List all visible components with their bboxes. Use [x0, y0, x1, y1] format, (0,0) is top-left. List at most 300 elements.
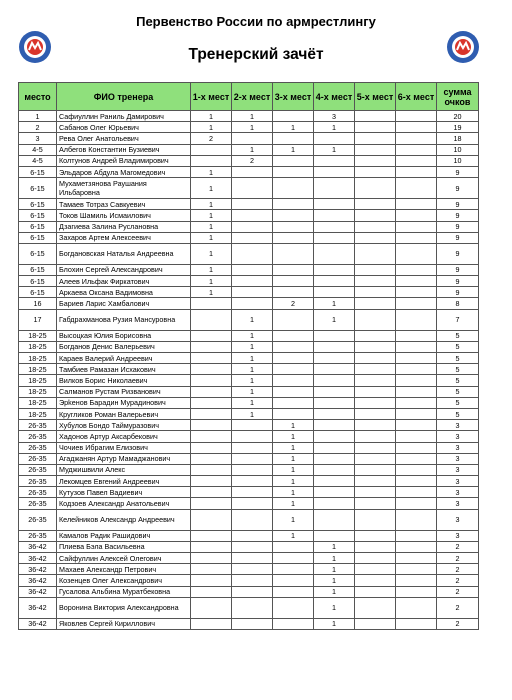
- second-places-cell: 1: [232, 408, 273, 419]
- third-places-cell: [273, 408, 314, 419]
- sixth-places-cell: [396, 618, 437, 629]
- fourth-places-cell: [314, 386, 355, 397]
- first-places-cell: 1: [191, 287, 232, 298]
- third-places-cell: [273, 178, 314, 199]
- third-places-cell: 1: [273, 420, 314, 431]
- place-cell: 18-25: [19, 353, 57, 364]
- fourth-places-cell: 1: [314, 309, 355, 330]
- fifth-places-cell: [355, 122, 396, 133]
- fourth-places-cell: 1: [314, 553, 355, 564]
- third-places-cell: 1: [273, 442, 314, 453]
- first-places-cell: 1: [191, 264, 232, 275]
- place-cell: 6-15: [19, 199, 57, 210]
- fourth-places-cell: [314, 530, 355, 541]
- place-cell: 36-42: [19, 564, 57, 575]
- total-points-cell: 2: [437, 618, 479, 629]
- fifth-places-cell: [355, 221, 396, 232]
- table-row: [19, 541, 479, 552]
- coach-name-cell: Кругликов Роман Валерьевич: [57, 408, 191, 419]
- fifth-places-cell: [355, 464, 396, 475]
- sixth-places-cell: [396, 386, 437, 397]
- third-places-cell: [273, 353, 314, 364]
- total-points-cell: 9: [437, 232, 479, 243]
- total-points-cell: 3: [437, 442, 479, 453]
- fifth-places-cell: [355, 199, 396, 210]
- sixth-places-cell: [396, 564, 437, 575]
- first-places-cell: [191, 309, 232, 330]
- fourth-places-cell: [314, 353, 355, 364]
- coach-name-cell: Сайфуллин Алексей Олегович: [57, 553, 191, 564]
- third-places-cell: [273, 586, 314, 597]
- fifth-places-cell: [355, 442, 396, 453]
- first-places-cell: [191, 341, 232, 352]
- coach-name-cell: Вилков Борис Николаевич: [57, 375, 191, 386]
- fifth-places-cell: [355, 575, 396, 586]
- second-places-cell: [232, 264, 273, 275]
- table-row: [19, 364, 479, 375]
- place-cell: 18-25: [19, 375, 57, 386]
- first-places-cell: 1: [191, 178, 232, 199]
- table-row: [19, 221, 479, 232]
- second-places-cell: [232, 221, 273, 232]
- column-header-second-places: 2-х мест: [232, 83, 273, 111]
- fifth-places-cell: [355, 264, 396, 275]
- coach-name-cell: Камалов Радик Рашидович: [57, 530, 191, 541]
- fourth-places-cell: 1: [314, 618, 355, 629]
- coach-name-cell: Эрkенов Барадин Мурадинович: [57, 397, 191, 408]
- table-row: [19, 298, 479, 309]
- total-points-cell: 9: [437, 243, 479, 264]
- fourth-places-cell: [314, 408, 355, 419]
- coach-name-cell: Габдрахманова Рузия Мансуровна: [57, 309, 191, 330]
- third-places-cell: [273, 111, 314, 122]
- table-row: [19, 397, 479, 408]
- first-places-cell: [191, 330, 232, 341]
- place-cell: 36-42: [19, 586, 57, 597]
- coach-name-cell: Агаджанян Артур Мамаджанович: [57, 453, 191, 464]
- table-row: [19, 420, 479, 431]
- place-cell: 26-35: [19, 487, 57, 498]
- third-places-cell: [273, 564, 314, 575]
- sixth-places-cell: [396, 420, 437, 431]
- third-places-cell: [273, 330, 314, 341]
- second-places-cell: [232, 476, 273, 487]
- third-places-cell: [273, 232, 314, 243]
- place-cell: 18-25: [19, 330, 57, 341]
- sixth-places-cell: [396, 397, 437, 408]
- second-places-cell: [232, 199, 273, 210]
- first-places-cell: [191, 397, 232, 408]
- second-places-cell: 1: [232, 111, 273, 122]
- second-places-cell: [232, 541, 273, 552]
- first-places-cell: [191, 575, 232, 586]
- fourth-places-cell: [314, 287, 355, 298]
- table-row: [19, 476, 479, 487]
- total-points-cell: 2: [437, 597, 479, 618]
- sixth-places-cell: [396, 364, 437, 375]
- first-places-cell: 1: [191, 221, 232, 232]
- third-places-cell: 1: [273, 144, 314, 155]
- total-points-cell: 2: [437, 586, 479, 597]
- table-row: [19, 133, 479, 144]
- total-points-cell: 5: [437, 353, 479, 364]
- sixth-places-cell: [396, 575, 437, 586]
- fifth-places-cell: [355, 276, 396, 287]
- third-places-cell: 1: [273, 122, 314, 133]
- total-points-cell: 9: [437, 210, 479, 221]
- total-points-cell: 2: [437, 541, 479, 552]
- total-points-cell: 19: [437, 122, 479, 133]
- fourth-places-cell: [314, 442, 355, 453]
- place-cell: 6-15: [19, 276, 57, 287]
- fourth-places-cell: 1: [314, 122, 355, 133]
- third-places-cell: [273, 276, 314, 287]
- coach-name-cell: Колтунов Андрей Владимирович: [57, 155, 191, 166]
- coach-standings-table: [18, 82, 479, 630]
- place-cell: 36-42: [19, 597, 57, 618]
- first-places-cell: [191, 541, 232, 552]
- first-places-cell: [191, 353, 232, 364]
- total-points-cell: 5: [437, 397, 479, 408]
- fifth-places-cell: [355, 498, 396, 509]
- first-places-cell: [191, 442, 232, 453]
- second-places-cell: 1: [232, 122, 273, 133]
- total-points-cell: 2: [437, 564, 479, 575]
- total-points-cell: 20: [437, 111, 479, 122]
- third-places-cell: [273, 541, 314, 552]
- coach-name-cell: Богданов Денис Валерьевич: [57, 341, 191, 352]
- fourth-places-cell: 3: [314, 111, 355, 122]
- sixth-places-cell: [396, 553, 437, 564]
- third-places-cell: [273, 386, 314, 397]
- total-points-cell: 9: [437, 221, 479, 232]
- place-cell: 6-15: [19, 243, 57, 264]
- first-places-cell: [191, 597, 232, 618]
- total-points-cell: 9: [437, 199, 479, 210]
- second-places-cell: [232, 287, 273, 298]
- coach-name-cell: Эльдаров Абдула Магомедович: [57, 166, 191, 177]
- fourth-places-cell: [314, 178, 355, 199]
- table-row: [19, 353, 479, 364]
- second-places-cell: [232, 597, 273, 618]
- fifth-places-cell: [355, 420, 396, 431]
- sixth-places-cell: [396, 476, 437, 487]
- place-cell: 26-35: [19, 453, 57, 464]
- fourth-places-cell: 1: [314, 597, 355, 618]
- total-points-cell: 3: [437, 431, 479, 442]
- table-row: [19, 287, 479, 298]
- fifth-places-cell: [355, 309, 396, 330]
- column-header-place: место: [19, 83, 57, 111]
- second-places-cell: 1: [232, 364, 273, 375]
- fourth-places-cell: [314, 498, 355, 509]
- fifth-places-cell: [355, 597, 396, 618]
- first-places-cell: [191, 564, 232, 575]
- total-points-cell: 5: [437, 386, 479, 397]
- second-places-cell: [232, 487, 273, 498]
- table-row: [19, 341, 479, 352]
- place-cell: 17: [19, 309, 57, 330]
- coach-name-cell: Караев Валерий Андреевич: [57, 353, 191, 364]
- first-places-cell: [191, 464, 232, 475]
- fifth-places-cell: [355, 618, 396, 629]
- first-places-cell: 1: [191, 232, 232, 243]
- sixth-places-cell: [396, 210, 437, 221]
- second-places-cell: 1: [232, 386, 273, 397]
- coach-name-cell: Кутузов Павел Вадиевич: [57, 487, 191, 498]
- sixth-places-cell: [396, 221, 437, 232]
- third-places-cell: 1: [273, 476, 314, 487]
- third-places-cell: [273, 199, 314, 210]
- third-places-cell: 1: [273, 487, 314, 498]
- sixth-places-cell: [396, 144, 437, 155]
- coach-name-cell: Хадонов Артур Аксарбекович: [57, 431, 191, 442]
- fifth-places-cell: [355, 232, 396, 243]
- fifth-places-cell: [355, 397, 396, 408]
- first-places-cell: [191, 553, 232, 564]
- fifth-places-cell: [355, 298, 396, 309]
- sixth-places-cell: [396, 155, 437, 166]
- first-places-cell: [191, 453, 232, 464]
- sixth-places-cell: [396, 530, 437, 541]
- total-points-cell: 9: [437, 287, 479, 298]
- coach-name-cell: Дзагиева Залина Руслановна: [57, 221, 191, 232]
- fifth-places-cell: [355, 386, 396, 397]
- place-cell: 1: [19, 111, 57, 122]
- sixth-places-cell: [396, 133, 437, 144]
- table-row: [19, 464, 479, 475]
- third-places-cell: [273, 243, 314, 264]
- place-cell: 26-35: [19, 476, 57, 487]
- coach-name-cell: Сафиуллин Раниль Дамирович: [57, 111, 191, 122]
- first-places-cell: [191, 364, 232, 375]
- third-places-cell: [273, 309, 314, 330]
- column-header-total-points: сумма очков: [437, 83, 479, 111]
- first-places-cell: 1: [191, 243, 232, 264]
- third-places-cell: 1: [273, 431, 314, 442]
- second-places-cell: [232, 431, 273, 442]
- sixth-places-cell: [396, 353, 437, 364]
- fourth-places-cell: [314, 276, 355, 287]
- table-row: [19, 564, 479, 575]
- first-places-cell: [191, 509, 232, 530]
- total-points-cell: 3: [437, 530, 479, 541]
- first-places-cell: [191, 386, 232, 397]
- coach-name-cell: Богдановская Наталья Андреевна: [57, 243, 191, 264]
- coach-name-cell: Сабанов Олег Юрьевич: [57, 122, 191, 133]
- table-row: [19, 375, 479, 386]
- place-cell: 18-25: [19, 408, 57, 419]
- table-row: [19, 122, 479, 133]
- fourth-places-cell: [314, 431, 355, 442]
- second-places-cell: [232, 133, 273, 144]
- sixth-places-cell: [396, 111, 437, 122]
- column-header-third-places: 3-х мест: [273, 83, 314, 111]
- first-places-cell: [191, 586, 232, 597]
- coach-name-cell: Хубулов Бондо Таймуразович: [57, 420, 191, 431]
- third-places-cell: [273, 221, 314, 232]
- third-places-cell: [273, 364, 314, 375]
- sixth-places-cell: [396, 487, 437, 498]
- column-header-fifth-places: 5-х мест: [355, 83, 396, 111]
- second-places-cell: 1: [232, 341, 273, 352]
- table-row: [19, 530, 479, 541]
- table-row: [19, 210, 479, 221]
- total-points-cell: 5: [437, 408, 479, 419]
- sixth-places-cell: [396, 375, 437, 386]
- third-places-cell: [273, 264, 314, 275]
- place-cell: 6-15: [19, 221, 57, 232]
- sixth-places-cell: [396, 330, 437, 341]
- third-places-cell: [273, 166, 314, 177]
- table-row: [19, 487, 479, 498]
- first-places-cell: 1: [191, 166, 232, 177]
- table-row: [19, 618, 479, 629]
- column-header-sixth-places: 6-х мест: [396, 83, 437, 111]
- fourth-places-cell: [314, 210, 355, 221]
- second-places-cell: [232, 178, 273, 199]
- fourth-places-cell: [314, 464, 355, 475]
- coach-name-cell: Плиева Бэла Васильевна: [57, 541, 191, 552]
- first-places-cell: [191, 618, 232, 629]
- place-cell: 18-25: [19, 386, 57, 397]
- sixth-places-cell: [396, 586, 437, 597]
- coach-name-cell: Муджишвили Алекс: [57, 464, 191, 475]
- place-cell: 4-5: [19, 155, 57, 166]
- coach-name-cell: Высоцкая Юлия Борисовна: [57, 330, 191, 341]
- total-points-cell: 5: [437, 341, 479, 352]
- place-cell: 36-42: [19, 541, 57, 552]
- table-row: [19, 111, 479, 122]
- second-places-cell: 1: [232, 330, 273, 341]
- fifth-places-cell: [355, 487, 396, 498]
- total-points-cell: 5: [437, 330, 479, 341]
- fifth-places-cell: [355, 375, 396, 386]
- fourth-places-cell: [314, 341, 355, 352]
- first-places-cell: 2: [191, 133, 232, 144]
- first-places-cell: [191, 408, 232, 419]
- third-places-cell: [273, 375, 314, 386]
- place-cell: 4-5: [19, 144, 57, 155]
- sixth-places-cell: [396, 464, 437, 475]
- sixth-places-cell: [396, 264, 437, 275]
- total-points-cell: 8: [437, 298, 479, 309]
- table-row: [19, 498, 479, 509]
- table-row: [19, 575, 479, 586]
- table-row: [19, 442, 479, 453]
- table-row: [19, 264, 479, 275]
- page-subtitle: Тренерский зачёт: [188, 46, 324, 63]
- fourth-places-cell: 1: [314, 564, 355, 575]
- place-cell: 18-25: [19, 341, 57, 352]
- coach-name-cell: Махаев Александр Петрович: [57, 564, 191, 575]
- third-places-cell: 1: [273, 509, 314, 530]
- fifth-places-cell: [355, 133, 396, 144]
- fifth-places-cell: [355, 341, 396, 352]
- table-row: [19, 408, 479, 419]
- sixth-places-cell: [396, 509, 437, 530]
- place-cell: 36-42: [19, 553, 57, 564]
- fifth-places-cell: [355, 564, 396, 575]
- second-places-cell: [232, 586, 273, 597]
- second-places-cell: [232, 420, 273, 431]
- total-points-cell: 3: [437, 453, 479, 464]
- sixth-places-cell: [396, 122, 437, 133]
- total-points-cell: 3: [437, 498, 479, 509]
- first-places-cell: 1: [191, 199, 232, 210]
- second-places-cell: 2: [232, 155, 273, 166]
- sixth-places-cell: [396, 232, 437, 243]
- place-cell: 18-25: [19, 397, 57, 408]
- place-cell: 26-35: [19, 464, 57, 475]
- table-row: [19, 431, 479, 442]
- table-row: [19, 232, 479, 243]
- table-row: [19, 453, 479, 464]
- table-row: [19, 199, 479, 210]
- column-header-fourth-places: 4-х мест: [314, 83, 355, 111]
- total-points-cell: 3: [437, 509, 479, 530]
- coach-name-cell: Албегов Константин Бузиевич: [57, 144, 191, 155]
- fourth-places-cell: [314, 476, 355, 487]
- fourth-places-cell: [314, 221, 355, 232]
- first-places-cell: [191, 420, 232, 431]
- total-points-cell: 5: [437, 364, 479, 375]
- table-row: [19, 166, 479, 177]
- second-places-cell: [232, 210, 273, 221]
- first-places-cell: 1: [191, 111, 232, 122]
- third-places-cell: [273, 287, 314, 298]
- table-row: [19, 597, 479, 618]
- fifth-places-cell: [355, 155, 396, 166]
- second-places-cell: [232, 530, 273, 541]
- first-places-cell: [191, 530, 232, 541]
- fifth-places-cell: [355, 586, 396, 597]
- place-cell: 6-15: [19, 264, 57, 275]
- fourth-places-cell: [314, 509, 355, 530]
- third-places-cell: [273, 397, 314, 408]
- coach-name-cell: Яковлев Сергей Кириллович: [57, 618, 191, 629]
- first-places-cell: [191, 155, 232, 166]
- fourth-places-cell: [314, 375, 355, 386]
- coach-name-cell: Захаров Артем Алексеевич: [57, 232, 191, 243]
- coach-name-cell: Аркаева Оксана Вадимовна: [57, 287, 191, 298]
- second-places-cell: [232, 232, 273, 243]
- sixth-places-cell: [396, 597, 437, 618]
- coach-name-cell: Салманов Рустам Ризванович: [57, 386, 191, 397]
- total-points-cell: 2: [437, 575, 479, 586]
- table-row: [19, 155, 479, 166]
- sixth-places-cell: [396, 276, 437, 287]
- fifth-places-cell: [355, 553, 396, 564]
- first-places-cell: 1: [191, 122, 232, 133]
- fourth-places-cell: [314, 487, 355, 498]
- coach-name-cell: Токов Шамиль Исмаилович: [57, 210, 191, 221]
- table-row: [19, 386, 479, 397]
- place-cell: 2: [19, 122, 57, 133]
- second-places-cell: [232, 575, 273, 586]
- place-cell: 26-35: [19, 498, 57, 509]
- fourth-places-cell: [314, 264, 355, 275]
- second-places-cell: 1: [232, 397, 273, 408]
- fifth-places-cell: [355, 111, 396, 122]
- second-places-cell: [232, 618, 273, 629]
- table-header-row: [19, 83, 479, 111]
- coach-name-cell: Алеев Ильфак Фиркатович: [57, 276, 191, 287]
- third-places-cell: 2: [273, 298, 314, 309]
- coach-name-cell: Тамаев Тотраз Савкуевич: [57, 199, 191, 210]
- total-points-cell: 18: [437, 133, 479, 144]
- fourth-places-cell: [314, 243, 355, 264]
